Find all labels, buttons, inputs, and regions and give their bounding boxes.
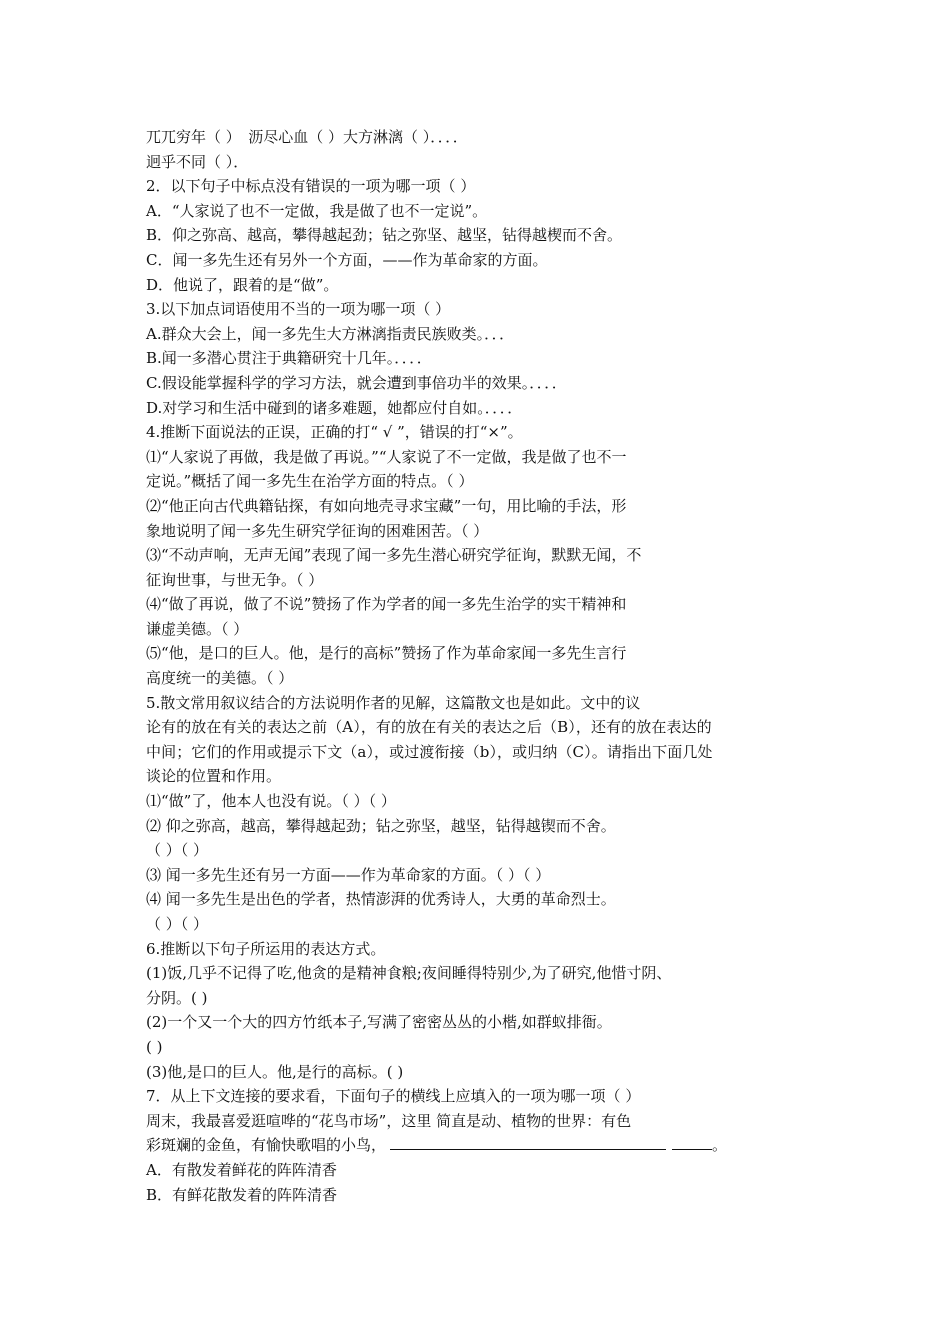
text-line: ⑵“他正向古代典籍钻探，有如向地壳寻求宝藏”一句，用比喻的手法，形 (146, 496, 627, 515)
option-c: C．闻一多先生还有另外一个方面，——作为革命家的方面。 (146, 250, 548, 269)
text-segment: 彩斑斓的金鱼，有愉快歌唱的小鸟， (146, 1136, 387, 1155)
text-line: 征询世事，与世无争。（ ） (146, 570, 324, 589)
text-line: ⑴“人家说了再做，我是做了再说。”“人家说了不一定做，我是做了也不一 (146, 447, 627, 466)
text-line: 兀兀穷年（ ） 沥尽心血（ ）大方淋漓（ ）．．．． (146, 128, 468, 146)
option-a: A.群众大会上，闻一多先生大方淋漓指责民族败类。．．． (146, 324, 515, 343)
question-4: 4.推断下面说法的正误，正确的打“ √ ”，错误的打“×”。 (146, 423, 523, 442)
text-line: 迥乎不同（ ）． (146, 152, 249, 171)
text-line: ⑴“做”了，他本人也没有说。（ ）（ ） (146, 792, 396, 811)
text-line: (2)一个又一个大的四方竹纸本子,写满了密密丛丛的小楷,如群蚁排衙。 (146, 1013, 612, 1032)
fill-blank (672, 1135, 712, 1150)
text-segment: 。 (712, 1136, 728, 1155)
text-line: ⑷ 闻一多先生是出色的学者，热情澎湃的优秀诗人，大勇的革命烈士。 (146, 890, 616, 909)
text-line: 高度统一的美德。（ ） (146, 669, 294, 688)
text-line: （ ）（ ） (146, 841, 209, 860)
text-line: ( ) (146, 1037, 163, 1056)
question-3: 3.以下加点词语使用不当的一项为哪一项（ ） (146, 300, 451, 319)
option-c: C.假设能掌握科学的学习方法，就会遭到事倍功半的效果。．．．． (146, 373, 567, 392)
text-line: (1)饭,几乎不记得了吃,他贪的是精神食粮;夜间睡得特别少,为了研究,他惜寸阴、 (146, 964, 672, 983)
question-6: 6.推断以下句子所运用的表达方式。 (146, 939, 386, 958)
option-d: D．他说了，跟着的是“做”。 (146, 275, 339, 294)
text-line: 定说。”概括了闻一多先生在治学方面的特点。（ ） (146, 472, 474, 491)
option-b: B.闻一多潜心贯注于典籍研究十几年。．．．． (146, 349, 432, 368)
question-7: 7．从上下文连接的要求看，下面句子的横线上应填入的一项为哪一项（ ） (146, 1087, 641, 1106)
option-b: B．有鲜花散发着的阵阵清香 (146, 1185, 338, 1204)
document-body (146, 125, 826, 1207)
text-line: ⑶“不动声响，无声无闻”表现了闻一多先生潜心研究学征询，默默无闻，不 (146, 546, 642, 565)
text-line: 象地说明了闻一多先生研究学征询的困难困苦。（ ） (146, 521, 489, 540)
fill-blank (390, 1135, 666, 1150)
text-line: 论有的放在有关的表达之前（A），有的放在有关的表达之后（B），还有的放在表达的 (146, 718, 712, 737)
text-line: ⑵ 仰之弥高，越高，攀得越起劲；钻之弥坚，越坚，钻得越锲而不舍。 (146, 816, 616, 835)
option-a: A．“人家说了也不一定做，我是做了也不一定说”。 (146, 201, 488, 220)
option-b: B．仰之弥高、越高，攀得越起劲；钻之弥坚、越坚，钻得越楔而不舍。 (146, 226, 623, 245)
text-line: ⑶ 闻一多先生还有另一方面——作为革命家的方面。（ ）（ ） (146, 865, 551, 884)
question-5: 5.散文常用叙议结合的方法说明作者的见解，这篇散文也是如此。文中的议 (146, 693, 641, 712)
fill-blank-line (146, 1133, 826, 1158)
question-2: 2．以下句子中标点没有错误的一项为哪一项（ ） (146, 177, 476, 196)
text-line: （ ）（ ） (146, 915, 209, 933)
option-d: D.对学习和生活中碰到的诸多难题，她都应付自如。．．．． (146, 398, 523, 417)
text-line: 分阴。( ) (146, 988, 208, 1007)
text-line: 周末，我最喜爱逛喧哗的“花鸟市场”，这里 简直是动、植物的世界：有色 (146, 1111, 632, 1130)
text-line: 中间；它们的作用或提示下文（a），或过渡衔接（b），或归纳（C）。请指出下面几处 (146, 742, 713, 761)
text-line: (3)他,是口的巨人。他,是行的高标。( ) (146, 1062, 404, 1081)
option-a: A．有散发着鲜花的阵阵清香 (146, 1160, 337, 1179)
text-line: ⑸“他，是口的巨人。他，是行的高标”赞扬了作为革命家闻一多先生言行 (146, 644, 627, 663)
text-line: 谈论的位置和作用。 (146, 767, 282, 786)
text-line: 谦虚美德。（ ） (146, 619, 249, 638)
text-line: ⑷“做了再说，做了不说”赞扬了作为学者的闻一多先生治学的实干精神和 (146, 595, 627, 614)
